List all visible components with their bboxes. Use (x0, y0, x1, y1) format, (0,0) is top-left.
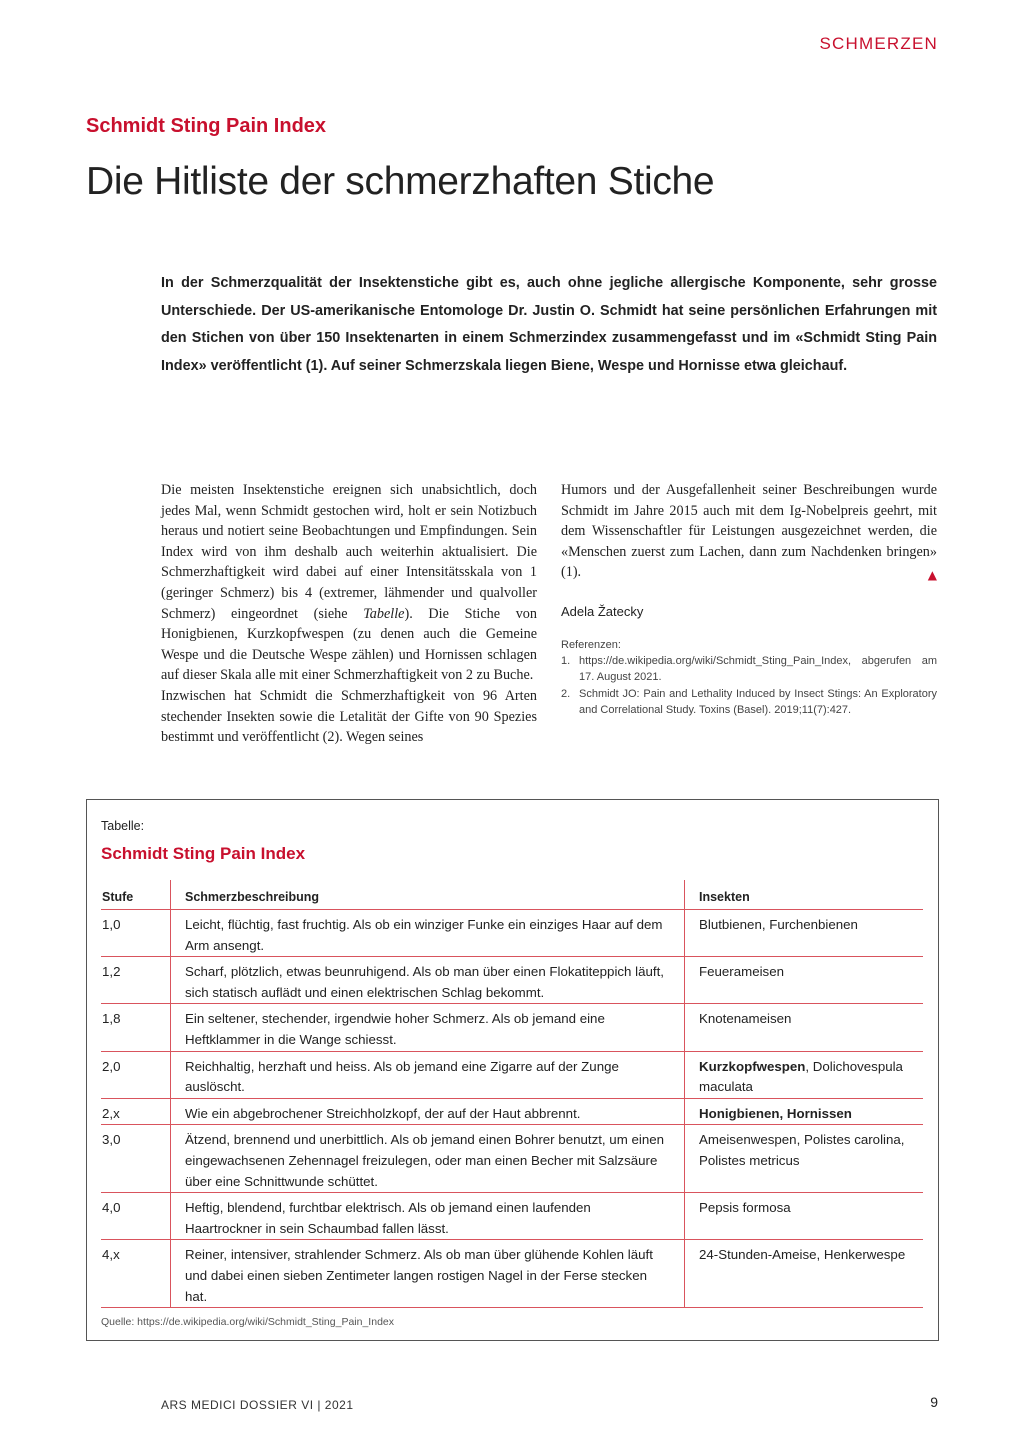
cell-insects (684, 1193, 923, 1239)
lead-paragraph: In der Schmerzqualität der Insektenstiche gibt es, auch ohne jegliche allergische Komponente, sehr grosse Unterschiede. Der US-amerikanische Entomologe Dr. Justin O. Schmidt hat seine persönlichen Erfahrungen mit den Stichen von über 150 Insektenarten in einem Schmerzindex zusammengefasst und im «Schmidt Sting Pain Index» veröffentlicht (1). Auf seiner Schmerzskala liegen Biene, Wespe und Hornisse etwa gleichauf. (161, 275, 937, 374)
table-row (101, 1125, 923, 1193)
table-row (101, 1052, 923, 1099)
table-box (86, 799, 939, 1341)
cell-insects-text: , Dolichovespula maculata (699, 1058, 903, 1095)
body-paragraph-3: Humors und der Ausgefallenheit seiner Beschreibungen wurde Schmidt im Jahre 2015 auch mit dem Ig-Nobelpreis geehrt, mit dem Wissenschaftler für Leistungen ausgezeichnet werden, die «Menschen zuerst zum Lachen, dann zum Nachdenken bringen» (1). ▲ (561, 480, 937, 583)
cell-level: 1,0 (101, 910, 171, 956)
body-column-right (561, 480, 937, 586)
reference-number: 1. (561, 655, 571, 668)
column-header-description: Schmerzbeschreibung (185, 890, 320, 904)
references-title: Referenzen: (561, 639, 621, 651)
cell-insects (684, 910, 923, 956)
cell-level: 1,8 (101, 1004, 171, 1050)
publication-footer: ARS MEDICI DOSSIER VI | 2021 (161, 1398, 354, 1412)
table-title: Schmidt Sting Pain Index (101, 844, 306, 863)
references (561, 637, 937, 718)
table-row (101, 1240, 923, 1308)
table-row (101, 1099, 923, 1126)
table-row (101, 957, 923, 1004)
cell-insects-highlight: Honigbienen, Hornissen (699, 1105, 852, 1121)
cell-level: 2,0 (101, 1052, 171, 1098)
body-paragraph-1: Die meisten Insektenstiche ereignen sich unabsichtlich, doch jedes Mal, wenn Schmidt gestochen wird, holt er sein Notizbuch heraus und notiert seine Beobachtungen und Empfindungen. Sein Index wird von ihm deshalb auch weiterhin aktualisiert. Die Schmerzhaftigkeit wird dabei auf einer Intensitätsskala von 1 (geringer Schmerz) bis 4 (extremer, lähmender und qualvoller Schmerz) eingeordnet (siehe Tabelle). Die Stiche von Honigbienen, Kurzkopfwespen (zu denen auch die Gemeine Wespe und die Deutsche Wespe zählen) und Hornissen schlagen auf dieser Skala alle mit einer Schmerzhaftigkeit von 2 zu Buche. (161, 482, 537, 684)
reference-number: 2. (561, 687, 571, 700)
cell-insects (684, 1004, 923, 1050)
body-paragraph-2: Inzwischen hat Schmidt die Schmerzhaftigkeit von 96 Arten stechender Insekten sowie die Letalität der Gifte von 90 Spezies bestimmt und veröffentlicht (2). Wegen seines (161, 687, 537, 746)
author-name: Adela Žatecky (561, 604, 644, 619)
cell-insects (684, 1240, 923, 1307)
body-column-left (161, 480, 537, 748)
cell-description: Ätzend, brennend und unerbittlich. Als ob jemand einen Bohrer benutzt, um einen eingewachsenen Zehennagel freizulegen, oder man einen Becher mit Salzsäure über eine Schnittwunde schüttet. (185, 1132, 665, 1189)
end-mark-icon: ▲ (927, 568, 937, 583)
reference-item (561, 653, 937, 685)
cell-description: Reichhaltig, herzhaft und heiss. Als ob jemand eine Zigarre auf der Zunge auslöscht. (185, 1058, 619, 1095)
cell-level: 2,x (101, 1099, 171, 1125)
column-header-insects: Insekten (684, 880, 923, 909)
article-headline: Die Hitliste der schmerzhaften Stiche (86, 160, 715, 203)
page-number: 9 (930, 1394, 938, 1410)
table-source: Quelle: https://de.wikipedia.org/wiki/Schmidt_Sting_Pain_Index (101, 1316, 394, 1328)
table-row (101, 1004, 923, 1051)
cell-insects (684, 1052, 923, 1098)
cell-insects-text: Feuerameisen (699, 964, 784, 980)
table-label: Tabelle: (101, 819, 145, 833)
cell-insects (684, 1099, 923, 1125)
reference-text: Schmidt JO: Pain and Lethality Induced by Insect Stings: An Exploratory and Correlational Study. Toxins (Basel). 2019;11(7):427. (579, 687, 937, 716)
cell-insects-text: Blutbienen, Furchenbienen (699, 917, 858, 932)
cell-insects (684, 957, 923, 1003)
column-header-level: Stufe (101, 880, 171, 909)
table-header-row (101, 880, 923, 910)
cell-insects-text: Pepsis formosa (699, 1200, 791, 1216)
cell-description: Heftig, blendend, furchtbar elektrisch. Als ob jemand einen laufenden Haartrockner in sein Schaumbad fallen lässt. (185, 1200, 591, 1236)
cell-description: Scharf, plötzlich, etwas beunruhigend. Als ob man über einen Flokatiteppich läuft, sich statisch auflädt und einen elektrischen Schlag bekommt. (185, 964, 664, 1000)
cell-level: 3,0 (101, 1125, 171, 1192)
table-reference: Tabelle (363, 605, 405, 622)
cell-level: 1,2 (101, 957, 171, 1003)
table-row (101, 1193, 923, 1240)
cell-description: Leicht, flüchtig, fast fruchtig. Als ob ein winziger Funke ein einziges Haar auf dem Arm ansengt. (185, 917, 663, 953)
cell-description: Reiner, intensiver, strahlender Schmerz. Als ob man über glühende Kohlen läuft und dabei einen sieben Zentimeter langen rostigen Nagel in der Ferse stecken hat. (185, 1247, 653, 1304)
cell-insects-text: 24-Stunden-Ameise, Henkerwespe (699, 1247, 906, 1263)
reference-link[interactable]: https://de.wikipedia.org/wiki/Schmidt_Sting_Pain_Index, abgerufen am 17. August 2021. (579, 655, 937, 684)
pain-index-table (101, 880, 923, 1308)
section-tag: SCHMERZEN (819, 34, 938, 53)
cell-insects-highlight: Kurzkopfwespen (699, 1058, 806, 1074)
reference-item (561, 686, 937, 718)
cell-insects-text: Ameisenwespen, Polistes carolina, Polistes metricus (699, 1132, 905, 1168)
cell-insects-text: Knotenameisen (699, 1011, 792, 1027)
cell-description: Wie ein abgebrochener Streichholzkopf, der auf der Haut abbrennt. (185, 1105, 581, 1121)
cell-insects (684, 1125, 923, 1192)
article-kicker: Schmidt Sting Pain Index (86, 115, 327, 137)
cell-level: 4,0 (101, 1193, 171, 1239)
table-row (101, 910, 923, 957)
cell-level: 4,x (101, 1240, 171, 1307)
cell-description: Ein seltener, stechender, irgendwie hoher Schmerz. Als ob jemand eine Heftklammer in die Wange schiesst. (185, 1011, 605, 1047)
